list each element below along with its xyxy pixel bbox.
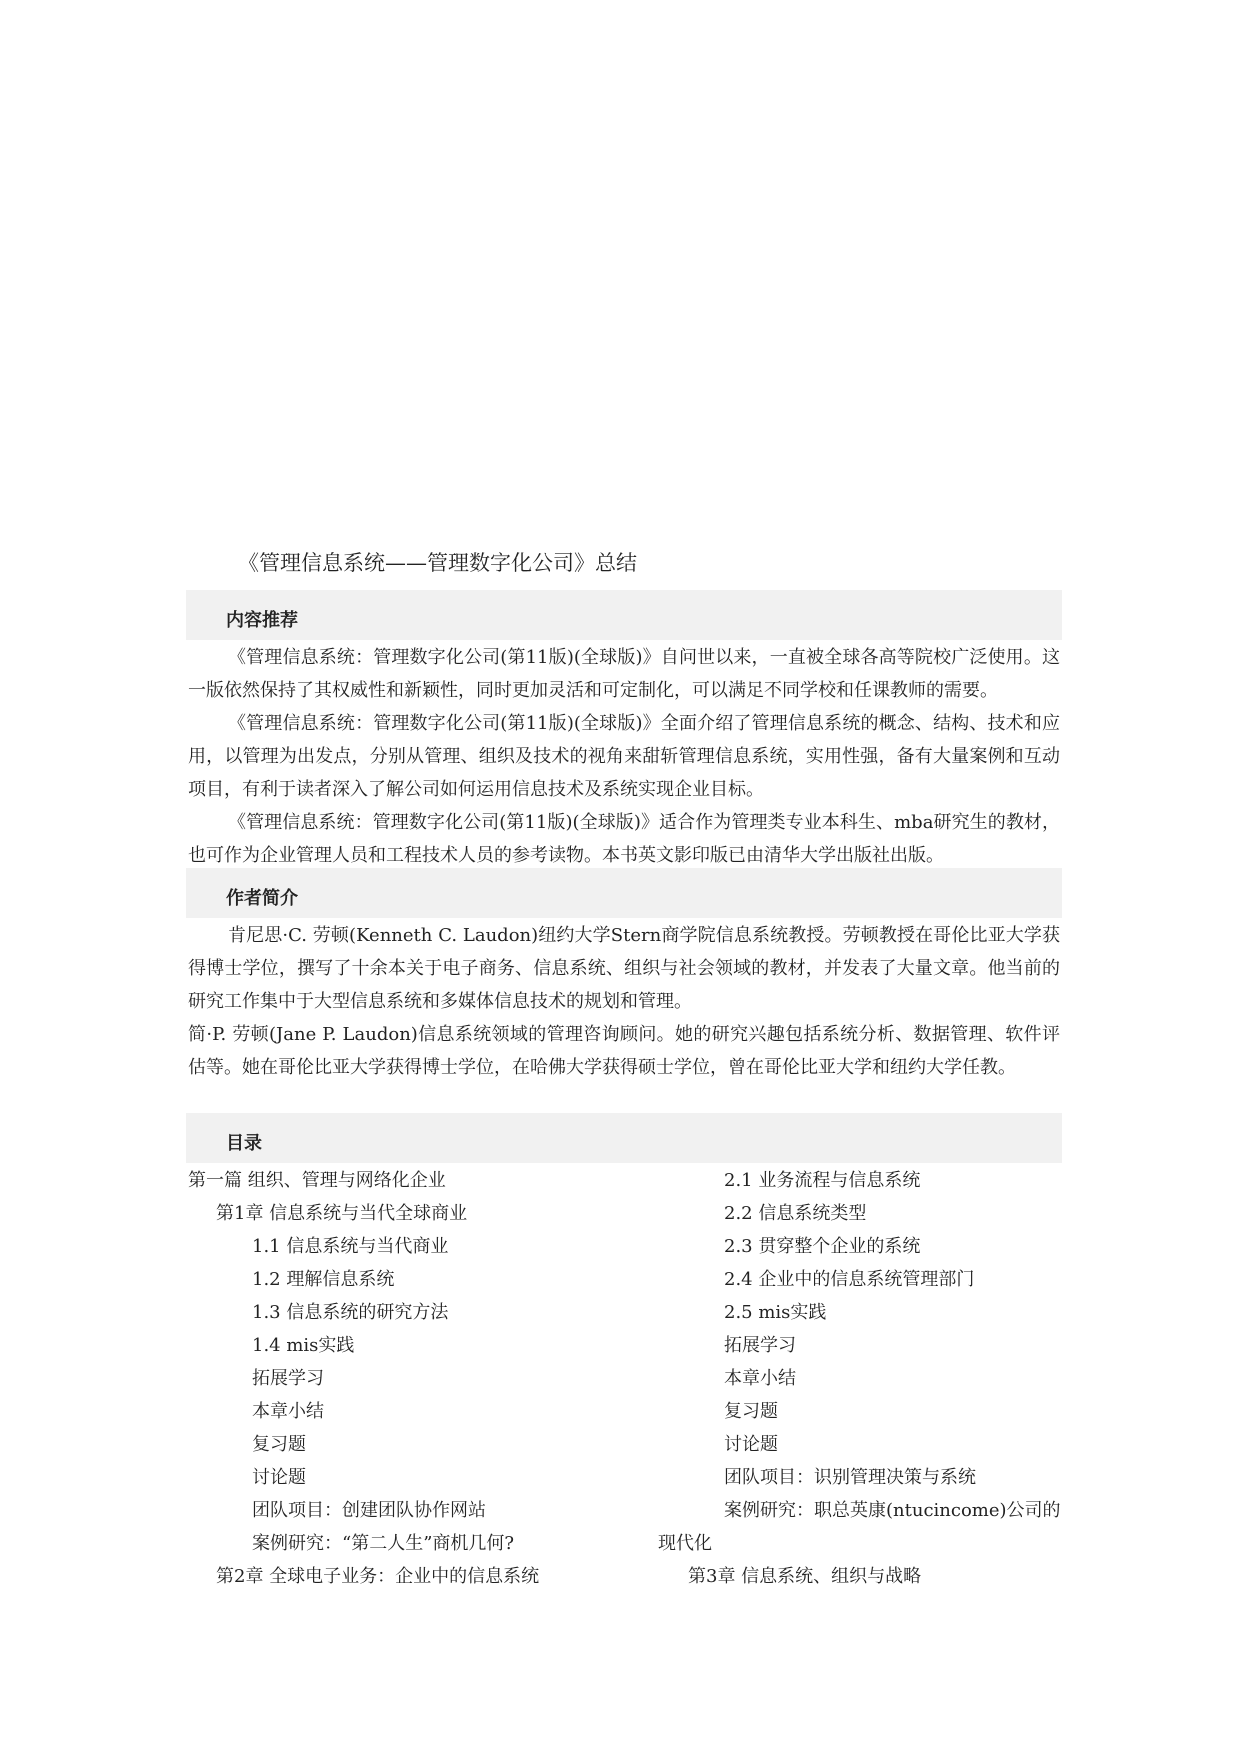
- toc-item: 复习题: [252, 1434, 306, 1455]
- toc-item: 讨论题: [724, 1434, 778, 1455]
- toc-item: 1.3 信息系统的研究方法: [252, 1302, 449, 1323]
- toc-item: 复习题: [724, 1401, 778, 1422]
- toc-item: 第2章 全球电子业务：企业中的信息系统: [216, 1566, 540, 1587]
- toc-item: 2.1 业务流程与信息系统: [724, 1170, 921, 1191]
- toc-item: 案例研究：职总英康(ntucincome)公司的: [724, 1500, 1061, 1521]
- toc-item: 案例研究：“第二人生”商机几何?: [252, 1533, 515, 1554]
- author-paragraph-1: 肯尼思·C. 劳顿(Kenneth C. Laudon)纽约大学Stern商学院信息系统教授。劳顿教授在哥伦比亚大学获得博士学位，撰写了十余本关于电子商务、信息系统、组织与社会领域的教材，并发表了大量文章。他当前的研究工作集中于大型信息系统和多媒体信息技术的规划和管理。: [188, 925, 1060, 1012]
- toc-item: 第1章 信息系统与当代全球商业: [216, 1203, 468, 1224]
- toc-item: 1.4 mis实践: [252, 1335, 355, 1356]
- toc-item: 讨论题: [252, 1467, 306, 1488]
- toc-item: 1.1 信息系统与当代商业: [252, 1236, 449, 1257]
- toc-item: 第3章 信息系统、组织与战略: [688, 1566, 922, 1587]
- section-heading-toc: 目录: [226, 1133, 262, 1154]
- section-heading-recommend: 内容推荐: [226, 610, 298, 631]
- toc-item: 本章小结: [252, 1401, 324, 1422]
- recommend-paragraph-2: 《管理信息系统：管理数字化公司(第11版)(全球版)》全面介绍了管理信息系统的概念、结构、技术和应用，以管理为出发点，分别从管理、组织及技术的视角来甜斩管理信息系统，实用性强，备有大量案例和互动项目，有利于读者深入了解公司如何运用信息技术及系统实现企业目标。: [188, 713, 1060, 800]
- recommend-paragraph-3: 《管理信息系统：管理数字化公司(第11版)(全球版)》适合作为管理类专业本科生、mba研究生的教材，也可作为企业管理人员和工程技术人员的参考读物。本书英文影印版已由清华大学出版社出版。: [188, 812, 1060, 866]
- section-header-recommend: [186, 590, 1062, 640]
- recommend-body: [188, 641, 1060, 872]
- recommend-paragraph-1: 《管理信息系统：管理数字化公司(第11版)(全球版)》自问世以来，一直被全球各高等院校广泛使用。这一版依然保持了其权威性和新颖性，同时更加灵活和可定制化，可以满足不同学校和任课教师的需要。: [188, 647, 1060, 701]
- section-header-toc: [186, 1113, 1062, 1163]
- section-heading-author: 作者简介: [226, 888, 298, 909]
- toc-left-column: [188, 1164, 539, 1593]
- toc-item: 2.3 贯穿整个企业的系统: [724, 1236, 921, 1257]
- document-title: 《管理信息系统——管理数字化公司》总结: [238, 551, 637, 575]
- toc-item: 拓展学习: [724, 1335, 796, 1356]
- author-paragraph-2: 简·P. 劳顿(Jane P. Laudon)信息系统领域的管理咨询顾问。她的研究兴趣包括系统分析、数据管理、软件评估等。她在哥伦比亚大学获得博士学位，在哈佛大学获得硕士学位，曾在哥伦比亚大学和纽约大学任教。: [188, 1024, 1060, 1078]
- toc-item: 2.2 信息系统类型: [724, 1203, 867, 1224]
- toc-item: 团队项目：识别管理决策与系统: [724, 1467, 976, 1488]
- toc-item: 1.2 理解信息系统: [252, 1269, 395, 1290]
- toc-item: 拓展学习: [252, 1368, 324, 1389]
- toc-right-column: [658, 1164, 1061, 1593]
- author-body: [188, 919, 1060, 1084]
- toc-item: 本章小结: [724, 1368, 796, 1389]
- toc-item: 第一篇 组织、管理与网络化企业: [188, 1170, 446, 1191]
- section-header-author: [186, 868, 1062, 918]
- toc-item: 团队项目：创建团队协作网站: [252, 1500, 486, 1521]
- toc-item: 2.4 企业中的信息系统管理部门: [724, 1269, 975, 1290]
- toc-item: 现代化: [658, 1533, 712, 1554]
- toc-item: 2.5 mis实践: [724, 1302, 827, 1323]
